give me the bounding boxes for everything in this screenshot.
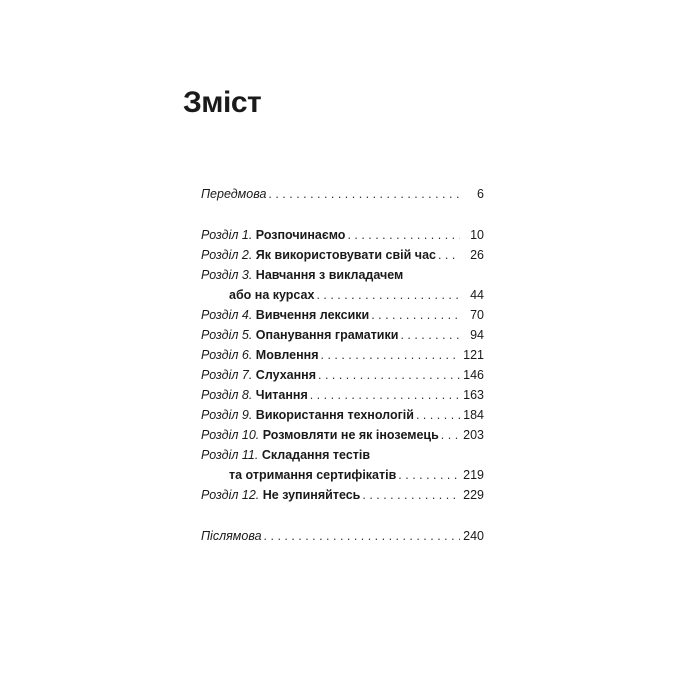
foreword-label: Передмова: [201, 187, 267, 201]
toc-entry-chapter-11: [201, 445, 484, 485]
chapter-page: 229: [463, 488, 484, 502]
toc-entry-chapter-1: [201, 225, 484, 245]
chapter-prefix: Розділ 3.: [201, 268, 253, 282]
chapter-page: 163: [463, 388, 484, 402]
chapter-page: 219: [463, 468, 484, 482]
chapter-page: 203: [463, 428, 484, 442]
dot-leader: [398, 465, 460, 485]
chapter-page: 10: [470, 228, 484, 242]
foreword-page: 6: [477, 187, 484, 201]
table-of-contents: [201, 184, 484, 546]
dot-leader: [318, 365, 460, 385]
toc-entry-afterword: [201, 526, 484, 546]
dot-leader: [310, 385, 460, 405]
chapter-page: 94: [470, 328, 484, 342]
toc-entry-chapter-7: [201, 365, 484, 385]
toc-entry-chapter-10: [201, 425, 484, 445]
chapter-prefix: Розділ 6.: [201, 348, 253, 362]
chapter-prefix: Розділ 12.: [201, 488, 260, 502]
dot-leader: [438, 245, 460, 265]
chapter-title: Опанування граматики: [255, 328, 399, 342]
dot-leader: [347, 225, 460, 245]
chapter-title: Навчання з викладачем: [255, 268, 404, 282]
chapter-page: 70: [470, 308, 484, 322]
chapter-prefix: Розділ 11.: [201, 448, 259, 462]
chapter-title: Використання технологій: [255, 408, 414, 422]
chapter-title: Як використовувати свій час: [255, 248, 436, 262]
chapter-prefix: Розділ 5.: [201, 328, 253, 342]
chapter-title: Не зупиняйтесь: [262, 488, 361, 502]
toc-entry-chapter-6: [201, 345, 484, 365]
chapter-title: Розпочинаємо: [255, 228, 346, 242]
dot-leader: [268, 184, 460, 204]
chapter-title: Слухання: [255, 368, 317, 382]
dot-leader: [441, 425, 460, 445]
chapter-prefix: Розділ 8.: [201, 388, 253, 402]
dot-leader: [316, 285, 460, 305]
chapter-prefix: Розділ 10.: [201, 428, 260, 442]
toc-entry-chapter-9: [201, 405, 484, 425]
afterword-label: Післямова: [201, 529, 262, 543]
page-title: Зміст: [183, 86, 262, 119]
chapter-prefix: Розділ 1.: [201, 228, 253, 242]
afterword-page: 240: [463, 529, 484, 543]
chapter-title: Вивчення лексики: [255, 308, 370, 322]
toc-entry-chapter-12: [201, 485, 484, 505]
toc-entry-chapter-3: [201, 265, 484, 305]
toc-entry-foreword: [201, 184, 484, 204]
chapter-title: Розмовляти не як іноземець: [262, 428, 439, 442]
chapter-page: 184: [463, 408, 484, 422]
toc-entry-chapter-2: [201, 245, 484, 265]
toc-entry-chapter-8: [201, 385, 484, 405]
chapter-page: 121: [463, 348, 484, 362]
chapter-page: 44: [470, 288, 484, 302]
chapter-title-continued: або на курсах: [229, 288, 315, 302]
chapter-title: Читання: [255, 388, 308, 402]
chapter-prefix: Розділ 4.: [201, 308, 253, 322]
toc-entry-chapter-4: [201, 305, 484, 325]
chapter-prefix: Розділ 7.: [201, 368, 253, 382]
dot-leader: [264, 526, 460, 546]
chapter-page: 146: [463, 368, 484, 382]
chapter-prefix: Розділ 2.: [201, 248, 253, 262]
chapter-title-continued: та отримання сертифікатів: [229, 468, 397, 482]
chapter-page: 26: [470, 248, 484, 262]
dot-leader: [416, 405, 460, 425]
chapter-prefix: Розділ 9.: [201, 408, 253, 422]
dot-leader: [400, 325, 460, 345]
dot-leader: [362, 485, 460, 505]
dot-leader: [371, 305, 460, 325]
chapter-title: Складання тестів: [261, 448, 371, 462]
dot-leader: [321, 345, 461, 365]
chapter-title: Мовлення: [255, 348, 319, 362]
toc-entry-chapter-5: [201, 325, 484, 345]
